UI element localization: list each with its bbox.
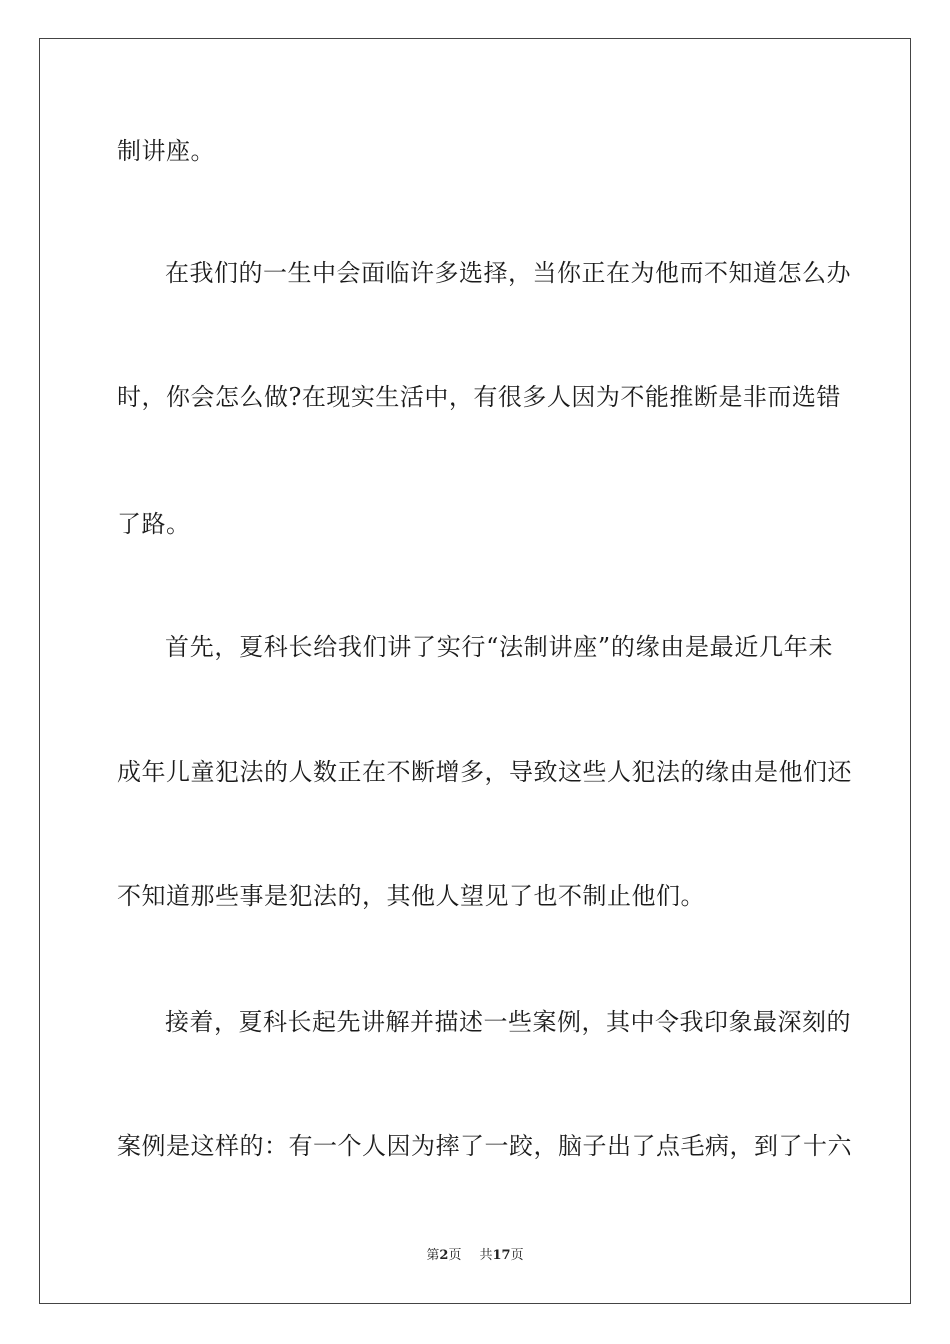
text-line-9: 案例是这样的：有一个人因为摔了一跤，脑子出了点毛病，到了十六 — [117, 1132, 852, 1160]
text-line-6: 成年儿童犯法的人数正在不断增多，导致这些人犯法的缘由是他们还 — [117, 758, 852, 786]
page-number: 2 — [439, 1248, 449, 1263]
text-line-2: 在我们的一生中会面临许多选择，当你正在为他而不知道怎么办 — [165, 259, 851, 287]
text-line-7: 不知道那些事是犯法的，其他人望见了也不制止他们。 — [117, 882, 705, 910]
text-line-3: 时，你会怎么做?在现实生活中，有很多人因为不能推断是非而选错 — [117, 383, 841, 411]
total-prefix: 共 — [479, 1248, 493, 1263]
text-line-4: 了路。 — [117, 510, 191, 538]
page-border — [39, 38, 911, 1304]
text-line-8: 接着，夏科长起先讲解并描述一些案例，其中令我印象最深刻的 — [165, 1008, 851, 1036]
text-line-5: 首先，夏科长给我们讲了实行“法制讲座”的缘由是最近几年未 — [165, 633, 833, 661]
total-suffix: 页 — [510, 1248, 524, 1263]
total-pages: 17 — [492, 1248, 511, 1263]
page-prefix: 第 — [426, 1248, 440, 1263]
page-footer — [0, 1247, 950, 1265]
page-suffix: 页 — [448, 1248, 462, 1263]
text-line-1: 制讲座。 — [117, 137, 215, 165]
